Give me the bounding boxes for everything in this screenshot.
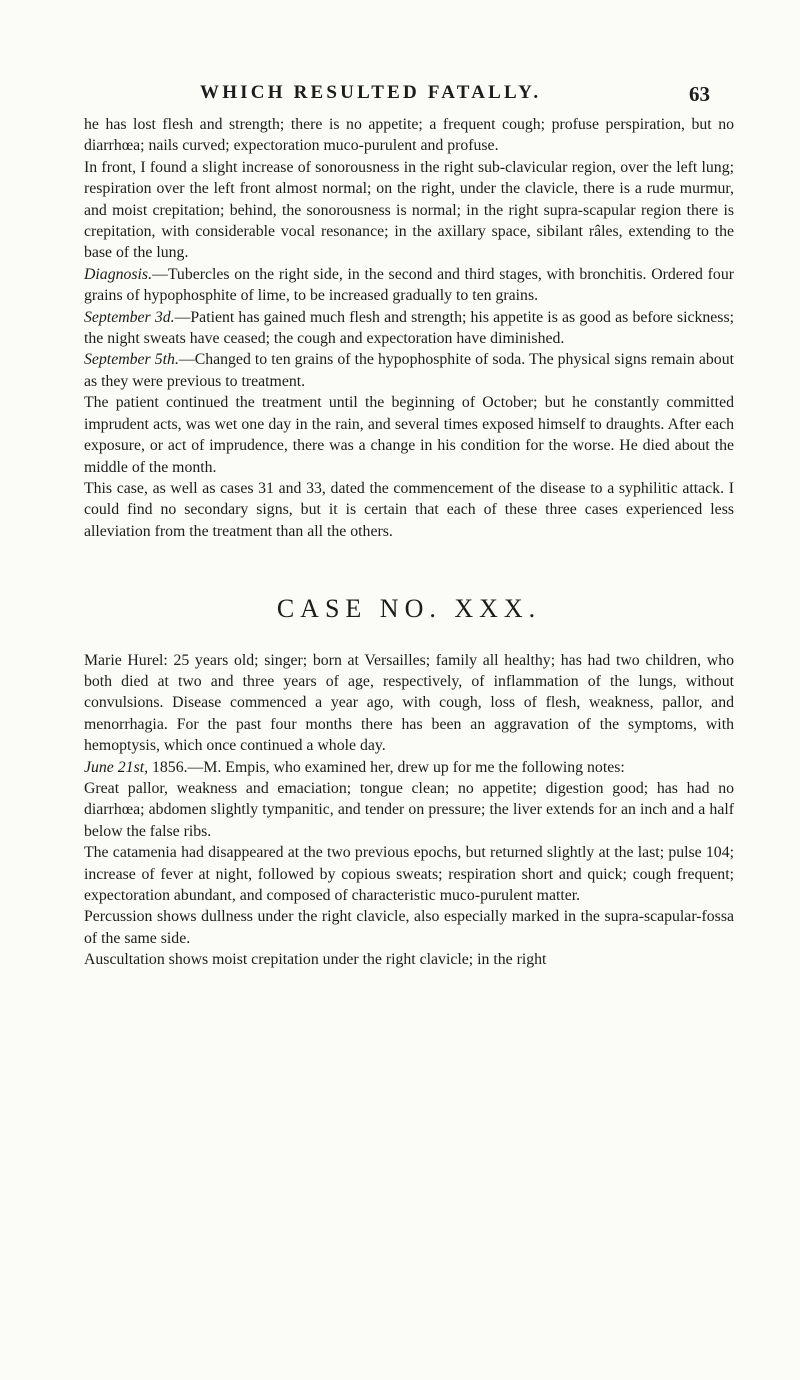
page-header [0,82,800,108]
paragraph: Marie Hurel: 25 years old; singer; born at Versailles; family all healthy; has had two children, who both died at two and three years of age, respectively, of inflammation of the lungs, without convulsions. Disease commenced a year ago, with cough, loss of flesh, weakness, pallor, and menorrhagia. For the past four months there has been an aggravation of the symptoms, with hemoptysis, which once continued a whole day. [84,651,734,755]
paragraph: Great pallor, weakness and emaciation; tongue clean; no appetite; digestion good; has had no diarrhœa; abdomen slightly tympanitic, and tender on pressure; the liver extends for an inch and a half below the false ribs. [84,779,734,840]
paragraph: Auscultation shows moist crepitation under the right clavicle; in the right [84,951,547,969]
paragraph [84,349,734,392]
paragraph-text: —Tubercles on the right side, in the second and third stages, with bronchitis. Ordered four grains of hypophosphite of lime, to be increased gradually to ten grains. [84,265,734,305]
paragraph-text: —Patient has gained much flesh and strength; his appetite is as good as before sickness; the night sweats have ceased; the cough and expectoration have diminished. [84,308,734,348]
paragraph [84,307,734,350]
paragraph: The catamenia had disappeared at the two previous epochs, but returned slightly at the last; pulse 104; increase of fever at night, followed by copious sweats; respiration short and quick; cough frequent; expectoration abundant, and composed of characteristic muco-purulent matter. [84,844,734,904]
paragraph: In front, I found a slight increase of sonorousness in the right sub-clavicular region, over the left lung; respiration over the left front almost normal; on the right, under the clavicle, there is a rude murmur, and moist crepitation; behind, the sonorousness is normal; in the right supra-scapular region there is crepitation, with considerable vocal resonance; in the axillary space, sibilant râles, extending to the base of the lung. [84,158,734,262]
running-head: WHICH RESULTED FATALLY. [200,82,542,103]
paragraph: he has lost flesh and strength; there is no appetite; a frequent cough; profuse perspiration, but no diarrhœa; nails curved; expectoration muco-purulent and profuse. [84,116,734,155]
paragraph: The patient continued the treatment until the beginning of October; but he constantly committed imprudent acts, was wet one day in the rain, and several times exposed himself to draughts. After each exposure, or act of imprudence, there was a change in his condition for the worse. He died about the middle of the month. [84,394,734,476]
paragraph-text: —Changed to ten grains of the hypophosphite of soda. The physical signs remain about as they were previous to treatment. [84,351,734,390]
page-number: 63 [689,82,710,106]
paragraph-label: June 21st, [84,758,149,776]
page-body [84,114,734,971]
paragraph [84,757,734,778]
paragraph: Percussion shows dullness under the right clavicle, also especially marked in the supra-scapular-fossa of the same side. [84,908,734,947]
paragraph-label: September 5th. [84,351,179,369]
paragraph-label: Diagnosis. [84,265,153,283]
paragraph-label: September 3d. [84,308,175,326]
paragraph: This case, as well as cases 31 and 33, dated the commencement of the disease to a syphilitic attack. I could find no secondary signs, but it is certain that each of these three cases experienced less alleviation from the treatment than all the others. [84,479,734,540]
case-heading: CASE NO. XXX. [276,594,542,624]
paragraph [84,264,734,307]
paragraph-text: 1856.—M. Empis, who examined her, drew up for me the following notes: [148,758,625,776]
